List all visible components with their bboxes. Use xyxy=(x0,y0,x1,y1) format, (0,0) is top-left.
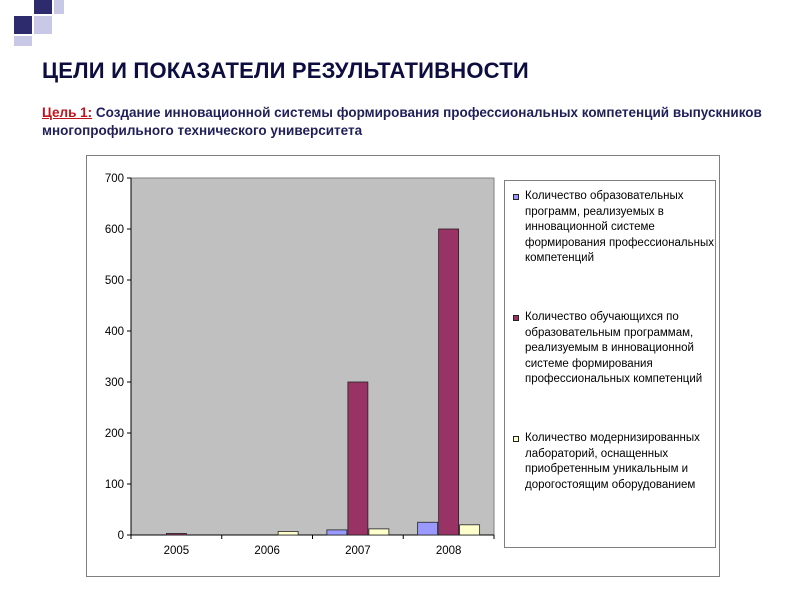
legend-label-series-1: Количество образовательных программ, реализуемых в инновационной системе формирования профессиональных компетенций xyxy=(525,190,714,264)
bar-series-1-2007 xyxy=(327,530,347,535)
decorative-square-dark-2 xyxy=(34,0,52,14)
y-tick-label: 300 xyxy=(104,377,124,389)
goal-description: Создание инновационной системы формирования профессиональных компетенций выпускников многопрофильного технического университета xyxy=(42,105,762,138)
decorative-square-light-2 xyxy=(14,36,32,46)
x-tick-label-2005: 2005 xyxy=(163,545,190,557)
bar-series-3-2006 xyxy=(278,531,298,535)
decorative-square-light-1 xyxy=(34,16,52,34)
bar-series-2-2007 xyxy=(348,382,368,535)
y-tick-label: 700 xyxy=(104,173,124,185)
y-tick-label: 500 xyxy=(104,275,124,287)
bar-series-3-2007 xyxy=(369,529,389,535)
bar-series-2-2008 xyxy=(439,229,459,535)
y-tick-label: 400 xyxy=(104,326,124,338)
bar-series-2-2005 xyxy=(166,533,186,535)
x-tick-label-2007: 2007 xyxy=(345,545,371,557)
legend-swatch-series-3 xyxy=(513,436,519,442)
bar-series-1-2008 xyxy=(418,522,438,535)
goal-label: Цель 1: xyxy=(42,105,93,120)
x-tick-label-2006: 2006 xyxy=(254,545,280,557)
y-tick-label: 600 xyxy=(104,224,124,236)
legend-label-series-3: Количество модернизированных лабораторий, оснащенных приобретенным уникальным и дорогостоящим оборудованием xyxy=(525,432,700,491)
legend-label-series-2: Количество обучающихся по образовательным программам, реализуемым в инновационной системе формирования профессиональных компетенций xyxy=(525,311,703,385)
y-tick-label: 200 xyxy=(104,428,124,440)
chart-legend xyxy=(504,180,716,548)
bar-series-3-2008 xyxy=(460,525,480,535)
y-tick-label: 100 xyxy=(104,479,124,491)
goal-text xyxy=(42,104,762,140)
decorative-square-light-3 xyxy=(54,0,64,14)
y-tick-label: 0 xyxy=(117,530,124,542)
decorative-square-dark-1 xyxy=(14,16,32,34)
legend-swatch-series-2 xyxy=(513,315,519,321)
legend-swatch-series-1 xyxy=(513,194,519,200)
chart-frame xyxy=(86,155,720,577)
x-tick-label-2008: 2008 xyxy=(435,545,462,557)
page-title: ЦЕЛИ И ПОКАЗАТЕЛИ РЕЗУЛЬТАТИВНОСТИ xyxy=(42,58,529,83)
